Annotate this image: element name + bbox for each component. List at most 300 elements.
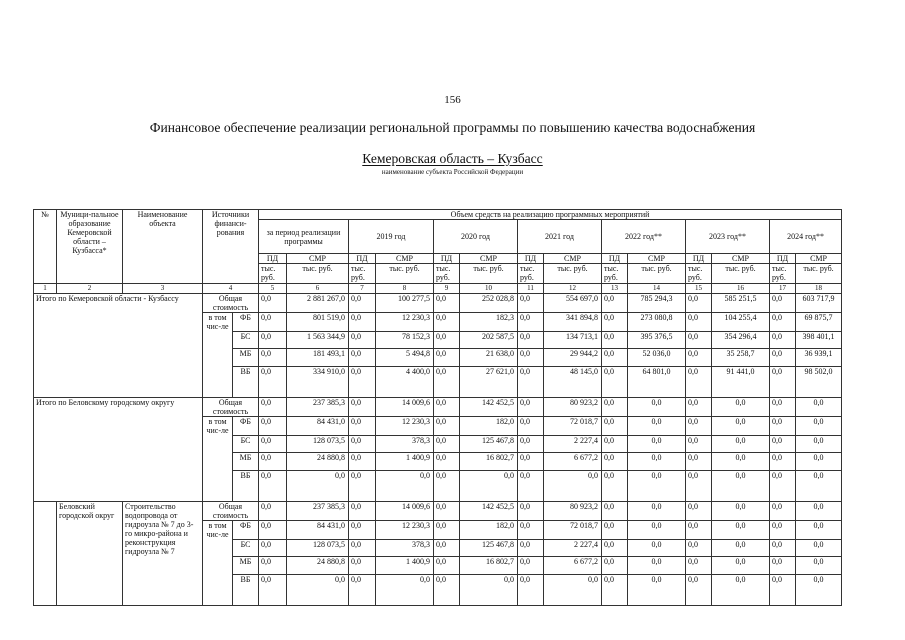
value-cell: 0,0 — [602, 502, 628, 521]
value-cell: 0,0 — [686, 313, 712, 332]
value-cell: 378,3 — [376, 436, 434, 453]
value-cell: 202 587,5 — [460, 332, 518, 349]
value-cell: 0,0 — [686, 575, 712, 606]
header-smr: СМР — [544, 254, 602, 264]
value-cell: 0,0 — [349, 294, 376, 313]
header-smr: СМР — [287, 254, 349, 264]
value-cell: 72 018,7 — [544, 417, 602, 436]
column-number: 6 — [287, 284, 349, 294]
value-cell: 0,0 — [434, 436, 460, 453]
header-unit-pd: тыс. руб. — [602, 264, 628, 284]
value-cell: 0,0 — [349, 313, 376, 332]
value-cell: 0,0 — [518, 502, 544, 521]
value-cell: 0,0 — [686, 436, 712, 453]
value-cell: 0,0 — [518, 471, 544, 502]
value-cell: 0,0 — [770, 294, 796, 313]
value-cell: 0,0 — [602, 575, 628, 606]
value-cell: 0,0 — [602, 367, 628, 398]
header-smr: СМР — [460, 254, 518, 264]
block-label: Итого по Беловскому городскому округу — [34, 398, 203, 502]
value-cell: 0,0 — [712, 453, 770, 471]
column-number: 13 — [602, 284, 628, 294]
value-cell: 0,0 — [796, 540, 842, 557]
value-cell: 14 009,6 — [376, 502, 434, 521]
source-total: Общая стоимость — [203, 398, 259, 417]
value-cell: 0,0 — [259, 540, 287, 557]
value-cell: 0,0 — [518, 313, 544, 332]
value-cell: 0,0 — [434, 332, 460, 349]
value-cell: 0,0 — [686, 453, 712, 471]
page-number: 156 — [444, 94, 461, 106]
value-cell: 14 009,6 — [376, 398, 434, 417]
value-cell: 84 431,0 — [287, 417, 349, 436]
value-cell: 0,0 — [712, 398, 770, 417]
value-cell: 0,0 — [518, 557, 544, 575]
value-cell: 128 073,5 — [287, 540, 349, 557]
value-cell: 603 717,9 — [796, 294, 842, 313]
value-cell: 0,0 — [434, 417, 460, 436]
header-smr: СМР — [712, 254, 770, 264]
value-cell: 0,0 — [628, 557, 686, 575]
value-cell: 134 713,1 — [544, 332, 602, 349]
value-cell: 12 230,3 — [376, 417, 434, 436]
value-cell: 64 801,0 — [628, 367, 686, 398]
region-name-text: Кемеровская область – Кузбасс — [362, 151, 543, 166]
value-cell: 0,0 — [686, 398, 712, 417]
value-cell: 2 227,4 — [544, 436, 602, 453]
value-cell: 0,0 — [349, 398, 376, 417]
value-cell: 0,0 — [796, 453, 842, 471]
value-cell: 125 467,8 — [460, 436, 518, 453]
value-cell: 0,0 — [770, 313, 796, 332]
value-cell: 0,0 — [434, 367, 460, 398]
value-cell: 341 894,8 — [544, 313, 602, 332]
value-cell: 0,0 — [434, 575, 460, 606]
value-cell: 0,0 — [434, 453, 460, 471]
source-mb: МБ — [233, 557, 259, 575]
value-cell: 0,0 — [434, 398, 460, 417]
value-cell: 0,0 — [259, 436, 287, 453]
row-number — [34, 502, 57, 606]
header-period-2024: 2024 год** — [770, 220, 842, 254]
header-smr: СМР — [628, 254, 686, 264]
value-cell: 0,0 — [628, 575, 686, 606]
value-cell: 0,0 — [259, 294, 287, 313]
value-cell: 0,0 — [686, 349, 712, 367]
value-cell: 395 376,5 — [628, 332, 686, 349]
value-cell: 78 152,3 — [376, 332, 434, 349]
value-cell: 0,0 — [770, 436, 796, 453]
value-cell: 2 881 267,0 — [287, 294, 349, 313]
value-cell: 12 230,3 — [376, 521, 434, 540]
value-cell: 142 452,5 — [460, 398, 518, 417]
value-cell: 0,0 — [518, 521, 544, 540]
value-cell: 24 880,8 — [287, 453, 349, 471]
header-pd: ПД — [770, 254, 796, 264]
column-number: 14 — [628, 284, 686, 294]
header-sources: Источники финанси-рования — [203, 210, 259, 284]
value-cell: 0,0 — [376, 471, 434, 502]
value-cell: 0,0 — [602, 453, 628, 471]
value-cell: 80 923,2 — [544, 398, 602, 417]
value-cell: 24 880,8 — [287, 557, 349, 575]
value-cell: 0,0 — [349, 502, 376, 521]
value-cell: 0,0 — [287, 575, 349, 606]
value-cell: 104 255,4 — [712, 313, 770, 332]
value-cell: 0,0 — [628, 540, 686, 557]
column-number: 8 — [376, 284, 434, 294]
column-number: 11 — [518, 284, 544, 294]
value-cell: 398 401,1 — [796, 332, 842, 349]
column-number: 3 — [123, 284, 203, 294]
value-cell: 4 400,0 — [376, 367, 434, 398]
value-cell: 0,0 — [349, 332, 376, 349]
value-cell: 0,0 — [259, 575, 287, 606]
header-unit-smr: тыс. руб. — [376, 264, 434, 284]
value-cell: 0,0 — [602, 471, 628, 502]
header-period-2023: 2023 год** — [686, 220, 770, 254]
value-cell: 0,0 — [434, 313, 460, 332]
value-cell: 0,0 — [259, 471, 287, 502]
value-cell: 237 385,3 — [287, 502, 349, 521]
value-cell: 273 080,8 — [628, 313, 686, 332]
source-bs: БС — [233, 332, 259, 349]
value-cell: 801 519,0 — [287, 313, 349, 332]
value-cell: 48 145,0 — [544, 367, 602, 398]
header-unit-pd: тыс. руб. — [259, 264, 287, 284]
value-cell: 0,0 — [259, 398, 287, 417]
header-unit-smr: тыс. руб. — [460, 264, 518, 284]
value-cell: 0,0 — [518, 332, 544, 349]
column-number: 10 — [460, 284, 518, 294]
value-cell: 0,0 — [259, 367, 287, 398]
value-cell: 0,0 — [602, 557, 628, 575]
header-pd: ПД — [518, 254, 544, 264]
source-total: Общая стоимость — [203, 502, 259, 521]
value-cell: 0,0 — [628, 453, 686, 471]
source-fb: ФБ — [233, 417, 259, 436]
value-cell: 100 277,5 — [376, 294, 434, 313]
value-cell: 1 400,9 — [376, 453, 434, 471]
value-cell: 237 385,3 — [287, 398, 349, 417]
value-cell: 0,0 — [686, 332, 712, 349]
value-cell: 29 944,2 — [544, 349, 602, 367]
value-cell: 0,0 — [434, 294, 460, 313]
source-incl: в том чис-ле — [203, 417, 233, 502]
value-cell: 0,0 — [796, 398, 842, 417]
value-cell: 0,0 — [770, 367, 796, 398]
column-number: 17 — [770, 284, 796, 294]
value-cell: 80 923,2 — [544, 502, 602, 521]
value-cell: 354 296,4 — [712, 332, 770, 349]
header-pd: ПД — [686, 254, 712, 264]
value-cell: 0,0 — [628, 398, 686, 417]
value-cell: 0,0 — [518, 349, 544, 367]
value-cell: 0,0 — [686, 471, 712, 502]
header-unit-smr: тыс. руб. — [796, 264, 842, 284]
column-number: 16 — [712, 284, 770, 294]
header-unit-pd: тыс. руб. — [434, 264, 460, 284]
financing-table — [33, 209, 842, 606]
value-cell: 0,0 — [349, 453, 376, 471]
value-cell: 36 939,1 — [796, 349, 842, 367]
header-period-2019: 2019 год — [349, 220, 434, 254]
source-vb: ВБ — [233, 471, 259, 502]
value-cell: 0,0 — [259, 502, 287, 521]
header-num: № — [34, 210, 57, 284]
value-cell: 0,0 — [602, 436, 628, 453]
value-cell: 128 073,5 — [287, 436, 349, 453]
value-cell: 0,0 — [376, 575, 434, 606]
value-cell: 6 677,2 — [544, 557, 602, 575]
value-cell: 0,0 — [628, 521, 686, 540]
value-cell: 0,0 — [712, 521, 770, 540]
source-mb: МБ — [233, 453, 259, 471]
header-unit-pd: тыс. руб. — [770, 264, 796, 284]
value-cell: 27 621,0 — [460, 367, 518, 398]
value-cell: 0,0 — [434, 349, 460, 367]
column-number: 18 — [796, 284, 842, 294]
value-cell: 142 452,5 — [460, 502, 518, 521]
value-cell: 0,0 — [460, 471, 518, 502]
table-row — [34, 294, 842, 313]
value-cell: 0,0 — [796, 471, 842, 502]
document-title: Финансовое обеспечение реализации региональной программы по повышению качества водоснабжения — [149, 120, 756, 135]
header-unit-smr: тыс. руб. — [712, 264, 770, 284]
header-period-total: за период реализации программы — [259, 220, 349, 254]
source-vb: ВБ — [233, 367, 259, 398]
header-pd: ПД — [349, 254, 376, 264]
value-cell: 0,0 — [602, 398, 628, 417]
value-cell: 0,0 — [434, 502, 460, 521]
value-cell: 0,0 — [259, 349, 287, 367]
value-cell: 0,0 — [602, 540, 628, 557]
value-cell: 182,3 — [460, 313, 518, 332]
value-cell: 0,0 — [712, 540, 770, 557]
column-number: 12 — [544, 284, 602, 294]
column-number: 15 — [686, 284, 712, 294]
value-cell: 0,0 — [770, 349, 796, 367]
value-cell: 182,0 — [460, 521, 518, 540]
source-fb: ФБ — [233, 521, 259, 540]
value-cell: 0,0 — [712, 557, 770, 575]
value-cell: 378,3 — [376, 540, 434, 557]
value-cell: 5 494,8 — [376, 349, 434, 367]
value-cell: 0,0 — [602, 417, 628, 436]
value-cell: 84 431,0 — [287, 521, 349, 540]
value-cell: 0,0 — [544, 471, 602, 502]
value-cell: 0,0 — [434, 521, 460, 540]
value-cell: 0,0 — [712, 502, 770, 521]
header-pd: ПД — [434, 254, 460, 264]
table-row — [34, 398, 842, 417]
value-cell: 0,0 — [518, 540, 544, 557]
value-cell: 785 294,3 — [628, 294, 686, 313]
header-unit-smr: тыс. руб. — [287, 264, 349, 284]
value-cell: 0,0 — [628, 471, 686, 502]
column-number: 7 — [349, 284, 376, 294]
value-cell: 21 638,0 — [460, 349, 518, 367]
value-cell: 0,0 — [349, 521, 376, 540]
header-municipality: Муници-пальное образование Кемеровской области – Кузбасса* — [57, 210, 123, 284]
source-incl: в том чис-ле — [203, 313, 233, 398]
value-cell: 0,0 — [349, 367, 376, 398]
value-cell: 0,0 — [796, 417, 842, 436]
value-cell: 0,0 — [770, 332, 796, 349]
value-cell: 0,0 — [770, 453, 796, 471]
value-cell: 6 677,2 — [544, 453, 602, 471]
source-mb: МБ — [233, 349, 259, 367]
value-cell: 0,0 — [796, 575, 842, 606]
source-incl: в том чис-ле — [203, 521, 233, 606]
value-cell: 0,0 — [259, 313, 287, 332]
value-cell: 585 251,5 — [712, 294, 770, 313]
value-cell: 98 502,0 — [796, 367, 842, 398]
column-number: 1 — [34, 284, 57, 294]
column-number: 9 — [434, 284, 460, 294]
value-cell: 334 910,0 — [287, 367, 349, 398]
value-cell: 0,0 — [518, 436, 544, 453]
header-smr: СМР — [796, 254, 842, 264]
value-cell: 0,0 — [259, 453, 287, 471]
value-cell: 0,0 — [686, 540, 712, 557]
value-cell: 0,0 — [259, 557, 287, 575]
value-cell: 0,0 — [349, 349, 376, 367]
value-cell: 0,0 — [544, 575, 602, 606]
value-cell: 0,0 — [349, 575, 376, 606]
value-cell: 0,0 — [602, 349, 628, 367]
value-cell: 554 697,0 — [544, 294, 602, 313]
value-cell: 0,0 — [602, 521, 628, 540]
value-cell: 0,0 — [349, 540, 376, 557]
value-cell: 125 467,8 — [460, 540, 518, 557]
value-cell: 1 400,9 — [376, 557, 434, 575]
value-cell: 0,0 — [686, 294, 712, 313]
value-cell: 0,0 — [349, 436, 376, 453]
header-smr: СМР — [376, 254, 434, 264]
value-cell: 0,0 — [796, 502, 842, 521]
header-volume: Объем средств на реализацию программных мероприятий — [259, 210, 842, 220]
value-cell: 0,0 — [434, 471, 460, 502]
value-cell: 16 802,7 — [460, 557, 518, 575]
object-cell: Строительство водопровода от гидроузла № 7 до 3-го микро-района и реконструкция гидроузла № 7 — [123, 502, 203, 606]
value-cell: 0,0 — [628, 436, 686, 453]
header-unit-pd: тыс. руб. — [518, 264, 544, 284]
value-cell: 0,0 — [796, 557, 842, 575]
value-cell: 0,0 — [287, 471, 349, 502]
column-number: 2 — [57, 284, 123, 294]
value-cell: 1 563 344,9 — [287, 332, 349, 349]
value-cell: 0,0 — [770, 417, 796, 436]
value-cell: 0,0 — [518, 398, 544, 417]
value-cell: 0,0 — [602, 294, 628, 313]
column-number: 5 — [259, 284, 287, 294]
value-cell: 0,0 — [796, 436, 842, 453]
value-cell: 0,0 — [712, 417, 770, 436]
value-cell: 0,0 — [602, 313, 628, 332]
block-label: Итого по Кемеровской области - Кузбассу — [34, 294, 203, 398]
value-cell: 0,0 — [259, 417, 287, 436]
value-cell: 0,0 — [686, 557, 712, 575]
value-cell: 35 258,7 — [712, 349, 770, 367]
header-object: Наименование объекта — [123, 210, 203, 284]
source-fb: ФБ — [233, 313, 259, 332]
value-cell: 0,0 — [686, 502, 712, 521]
header-pd: ПД — [602, 254, 628, 264]
header-unit-smr: тыс. руб. — [628, 264, 686, 284]
value-cell: 52 036,0 — [628, 349, 686, 367]
value-cell: 0,0 — [712, 575, 770, 606]
header-period-2020: 2020 год — [434, 220, 518, 254]
source-total: Общая стоимость — [203, 294, 259, 313]
value-cell: 0,0 — [770, 521, 796, 540]
table-row — [34, 502, 842, 521]
value-cell: 0,0 — [518, 575, 544, 606]
header-pd: ПД — [259, 254, 287, 264]
value-cell: 0,0 — [349, 417, 376, 436]
value-cell: 0,0 — [259, 521, 287, 540]
value-cell: 0,0 — [460, 575, 518, 606]
source-bs: БС — [233, 540, 259, 557]
value-cell: 0,0 — [602, 332, 628, 349]
header-unit-smr: тыс. руб. — [544, 264, 602, 284]
value-cell: 0,0 — [628, 502, 686, 521]
value-cell: 16 802,7 — [460, 453, 518, 471]
column-number: 4 — [203, 284, 259, 294]
value-cell: 0,0 — [686, 367, 712, 398]
value-cell: 252 028,8 — [460, 294, 518, 313]
value-cell: 0,0 — [349, 557, 376, 575]
source-vb: ВБ — [233, 575, 259, 606]
value-cell: 0,0 — [628, 417, 686, 436]
header-unit-pd: тыс. руб. — [686, 264, 712, 284]
value-cell: 0,0 — [770, 540, 796, 557]
value-cell: 0,0 — [770, 557, 796, 575]
value-cell: 12 230,3 — [376, 313, 434, 332]
value-cell: 0,0 — [518, 453, 544, 471]
value-cell: 0,0 — [770, 575, 796, 606]
value-cell: 0,0 — [770, 471, 796, 502]
value-cell: 0,0 — [686, 521, 712, 540]
value-cell: 0,0 — [686, 417, 712, 436]
header-unit-pd: тыс. руб. — [349, 264, 376, 284]
header-period-2022: 2022 год** — [602, 220, 686, 254]
header-period-2021: 2021 год — [518, 220, 602, 254]
value-cell: 0,0 — [434, 557, 460, 575]
value-cell: 0,0 — [518, 367, 544, 398]
value-cell: 0,0 — [770, 502, 796, 521]
value-cell: 0,0 — [518, 294, 544, 313]
value-cell: 181 493,1 — [287, 349, 349, 367]
value-cell: 0,0 — [796, 521, 842, 540]
value-cell: 2 227,4 — [544, 540, 602, 557]
value-cell: 69 875,7 — [796, 313, 842, 332]
region-name — [0, 151, 905, 167]
value-cell: 0,0 — [770, 398, 796, 417]
region-caption: наименование субъекта Российской Федерации — [381, 168, 524, 176]
value-cell: 72 018,7 — [544, 521, 602, 540]
source-bs: БС — [233, 436, 259, 453]
value-cell: 0,0 — [712, 471, 770, 502]
value-cell: 91 441,0 — [712, 367, 770, 398]
value-cell: 0,0 — [712, 436, 770, 453]
value-cell: 0,0 — [259, 332, 287, 349]
value-cell: 182,0 — [460, 417, 518, 436]
value-cell: 0,0 — [518, 417, 544, 436]
value-cell: 0,0 — [349, 471, 376, 502]
value-cell: 0,0 — [434, 540, 460, 557]
municipality-cell: Беловский городской округ — [57, 502, 123, 606]
